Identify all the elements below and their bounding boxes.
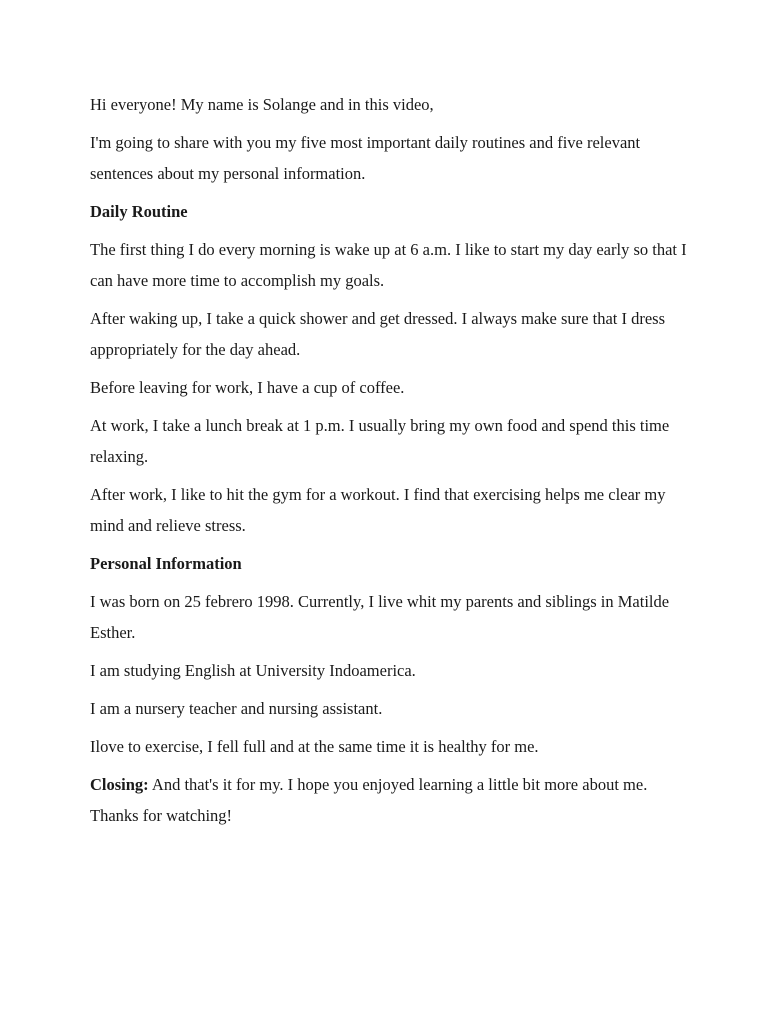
intro-paragraph: I'm going to share with you my five most important daily routines and five relevant sentences about my personal information. [90,133,641,183]
routine-paragraph: After work, I like to hit the gym for a workout. I find that exercising helps me clear my mind and relieve stress. [90,485,666,535]
closing-paragraph [90,769,690,831]
closing-label: Closing: [90,775,149,794]
routine-paragraph: The first thing I do every morning is wake up at 6 a.m. I like to start my day early so that I can have more time to accomplish my goals. [90,240,687,290]
section-heading-daily-routine: Daily Routine [90,202,188,221]
section-heading-personal-information: Personal Information [90,554,242,573]
document-page [90,89,690,838]
personal-info-paragraph: I am a nursery teacher and nursing assistant. [90,699,383,718]
personal-info-paragraph: I am studying English at University Indoamerica. [90,661,416,680]
personal-info-paragraph: I was born on 25 febrero 1998. Currently, I live whit my parents and siblings in Matilde Esther. [90,592,670,642]
intro-paragraph: Hi everyone! My name is Solange and in this video, [90,95,434,114]
personal-info-paragraph: Ilove to exercise, I fell full and at the same time it is healthy for me. [90,737,539,756]
routine-paragraph: Before leaving for work, I have a cup of coffee. [90,378,405,397]
closing-text: And that's it for my. I hope you enjoyed learning a little bit more about me. Thanks for watching! [90,775,648,825]
routine-paragraph: At work, I take a lunch break at 1 p.m. I usually bring my own food and spend this time relaxing. [90,416,670,466]
routine-paragraph: After waking up, I take a quick shower and get dressed. I always make sure that I dress appropriately for the day ahead. [90,309,666,359]
